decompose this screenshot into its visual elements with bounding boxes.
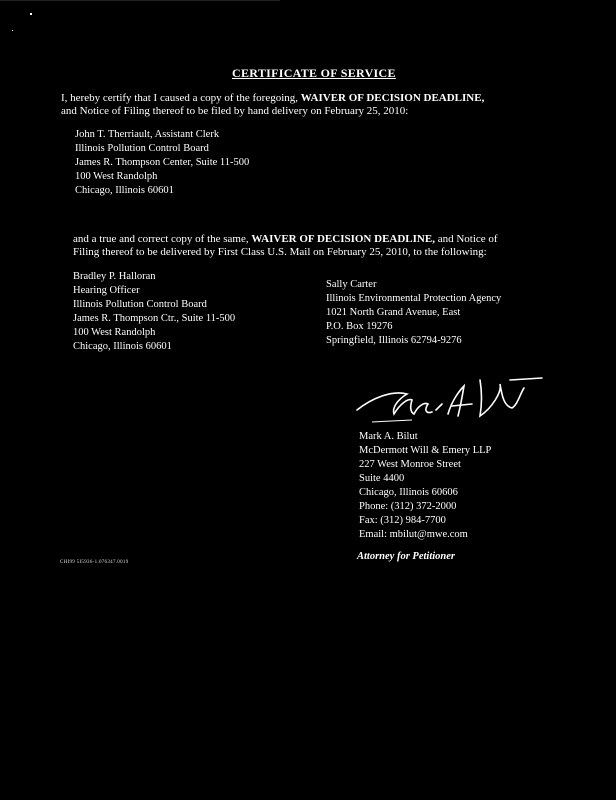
- recipient-line: Illinois Environmental Protection Agency: [326, 293, 502, 304]
- address-line: 100 West Randolph: [75, 171, 158, 182]
- signer-line: Chicago, Illinois 60606: [359, 487, 458, 498]
- service-paragraph: [73, 233, 498, 259]
- recipient-left: [73, 270, 235, 354]
- recipient-line: P.O. Box 19276: [326, 321, 393, 332]
- recipient-line: Hearing Officer: [73, 285, 140, 296]
- signer-line: Suite 4400: [359, 473, 405, 484]
- intro-text: I, hereby certify that I caused a copy of the foregoing,: [61, 92, 301, 104]
- recipient-line: 1021 North Grand Avenue, East: [326, 307, 461, 318]
- recipient-line: James R. Thompson Ctr., Suite 11-500: [73, 313, 236, 324]
- recipient-line: Springfield, Illinois 62794-9276: [326, 335, 462, 346]
- signer-block: [359, 430, 491, 542]
- attorney-for: Attorney for Petitioner: [357, 551, 455, 562]
- signer-line: Mark A. Bilut: [359, 431, 418, 442]
- service-doc-title: WAIVER OF DECISION DEADLINE,: [251, 233, 435, 245]
- recipient-line: Bradley P. Halloran: [73, 271, 156, 282]
- address-line: James R. Thompson Center, Suite 11-500: [75, 157, 250, 168]
- recipient-line: Sally Carter: [326, 279, 377, 290]
- service-text-post: and Notice of: [434, 233, 498, 245]
- signer-line: Email: mbilut@mwe.com: [359, 529, 468, 540]
- clerk-address: [75, 128, 249, 198]
- intro-paragraph: [61, 92, 484, 118]
- intro-doc-title: WAIVER OF DECISION DEADLINE,: [300, 92, 485, 104]
- recipient-line: Illinois Pollution Control Board: [73, 299, 207, 310]
- intro-text-line2: and Notice of Filing thereof to be filed by hand delivery on February 25, 2010:: [61, 105, 409, 117]
- recipient-line: Chicago, Illinois 60601: [73, 341, 172, 352]
- certificate-title: CERTIFICATE OF SERVICE: [232, 66, 396, 80]
- service-text-line2: Filing thereof to be delivered by First Class U.S. Mail on February 25, 2010, to the following:: [73, 246, 487, 258]
- signer-line: Phone: (312) 372-2000: [359, 501, 457, 512]
- signature-mark: [352, 370, 552, 430]
- signer-line: Fax: (312) 984-7700: [359, 515, 446, 526]
- scan-speck: [12, 30, 13, 31]
- recipient-right: [326, 278, 501, 348]
- recipient-line: 100 West Randolph: [73, 327, 156, 338]
- signer-line: 227 West Monroe Street: [359, 459, 461, 470]
- address-line: John T. Therriault, Assistant Clerk: [75, 129, 220, 140]
- scan-speck: [30, 13, 32, 15]
- signer-line: McDermott Will & Emery LLP: [359, 445, 492, 456]
- address-line: Chicago, Illinois 60601: [75, 185, 174, 196]
- address-line: Illinois Pollution Control Board: [75, 143, 209, 154]
- footer-code: CHI99 5I5936-1.076347.0019: [60, 560, 129, 565]
- scan-edge-line: [0, 0, 280, 1]
- signature: [352, 370, 552, 430]
- service-text: and a true and correct copy of the same,: [73, 233, 252, 245]
